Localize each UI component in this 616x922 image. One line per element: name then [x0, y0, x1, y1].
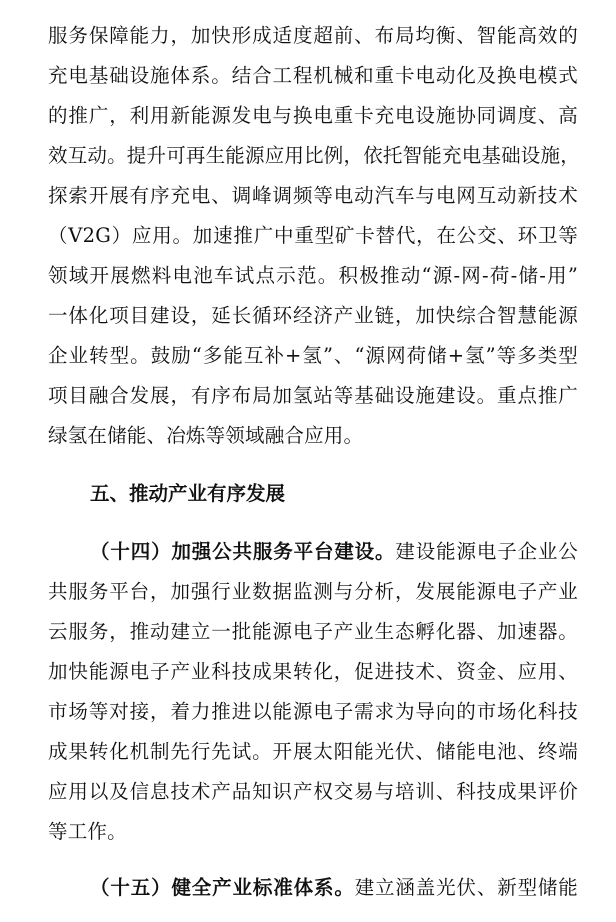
paragraph-line: 充电基础设施体系。结合工程机械和重卡电动化及换电模式	[48, 64, 578, 87]
paragraph-line: 加快能源电子产业科技成果转化，促进技术、资金、应用、	[48, 660, 578, 683]
paragraph-line: 成果转化机制先行先试。开展太阳能光伏、储能电池、终端	[48, 740, 578, 763]
paragraph-line: 市场等对接，着力推进以能源电子需求为导向的市场化科技	[48, 700, 578, 723]
paragraph-line: 应用以及信息技术产品知识产权交易与培训、科技成果评价	[48, 780, 578, 803]
section-heading: 五、推动产业有序发展	[90, 482, 286, 505]
item-15-first-line	[90, 868, 578, 908]
paragraph-line: 服务保障能力，加快形成适度超前、布局均衡、智能高效的	[48, 24, 578, 47]
item-14-first-line-text: 建设能源电子企业公	[395, 540, 578, 563]
paragraph-line: 项目融合发展，有序布局加氢站等基础设施建设。重点推广	[48, 384, 578, 407]
paragraph-line: 共服务平台，加强行业数据监测与分析，发展能源电子产业	[48, 580, 578, 603]
paragraph-line: 的推广，利用新能源发电与换电重卡充电设施协同调度、高	[48, 104, 578, 127]
paragraph-line: （V2G）应用。加速推广中重型矿卡替代，在公交、环卫等	[48, 224, 578, 247]
paragraph-line: 绿氢在储能、冶炼等领域融合应用。	[48, 424, 364, 447]
paragraph-line: 云服务，推动建立一批能源电子产业生态孵化器、加速器。	[48, 620, 578, 643]
item-14-first-line	[90, 532, 578, 572]
paragraph-line: 等工作。	[48, 820, 127, 843]
paragraph-line: 企业转型。鼓励“多能互补+氢”、“源网荷储+氢”等多类型	[48, 344, 578, 367]
item-15-first-line-text: 建立涵盖光伏、新型储能	[354, 876, 578, 899]
paragraph-line: 效互动。提升可再生能源应用比例，依托智能充电基础设施，	[48, 144, 580, 167]
paragraph-line: 探索开展有序充电、调峰调频等电动汽车与电网互动新技术	[48, 184, 578, 207]
paragraph-line: 一体化项目建设，延长循环经济产业链，加快综合智慧能源	[48, 304, 578, 327]
item-14-title: （十四）加强公共服务平台建设。	[90, 540, 396, 563]
item-15-title: （十五）健全产业标准体系。	[90, 876, 355, 899]
paragraph-line: 领域开展燃料电池车试点示范。积极推动“源-网-荷-储-用”	[48, 264, 578, 287]
